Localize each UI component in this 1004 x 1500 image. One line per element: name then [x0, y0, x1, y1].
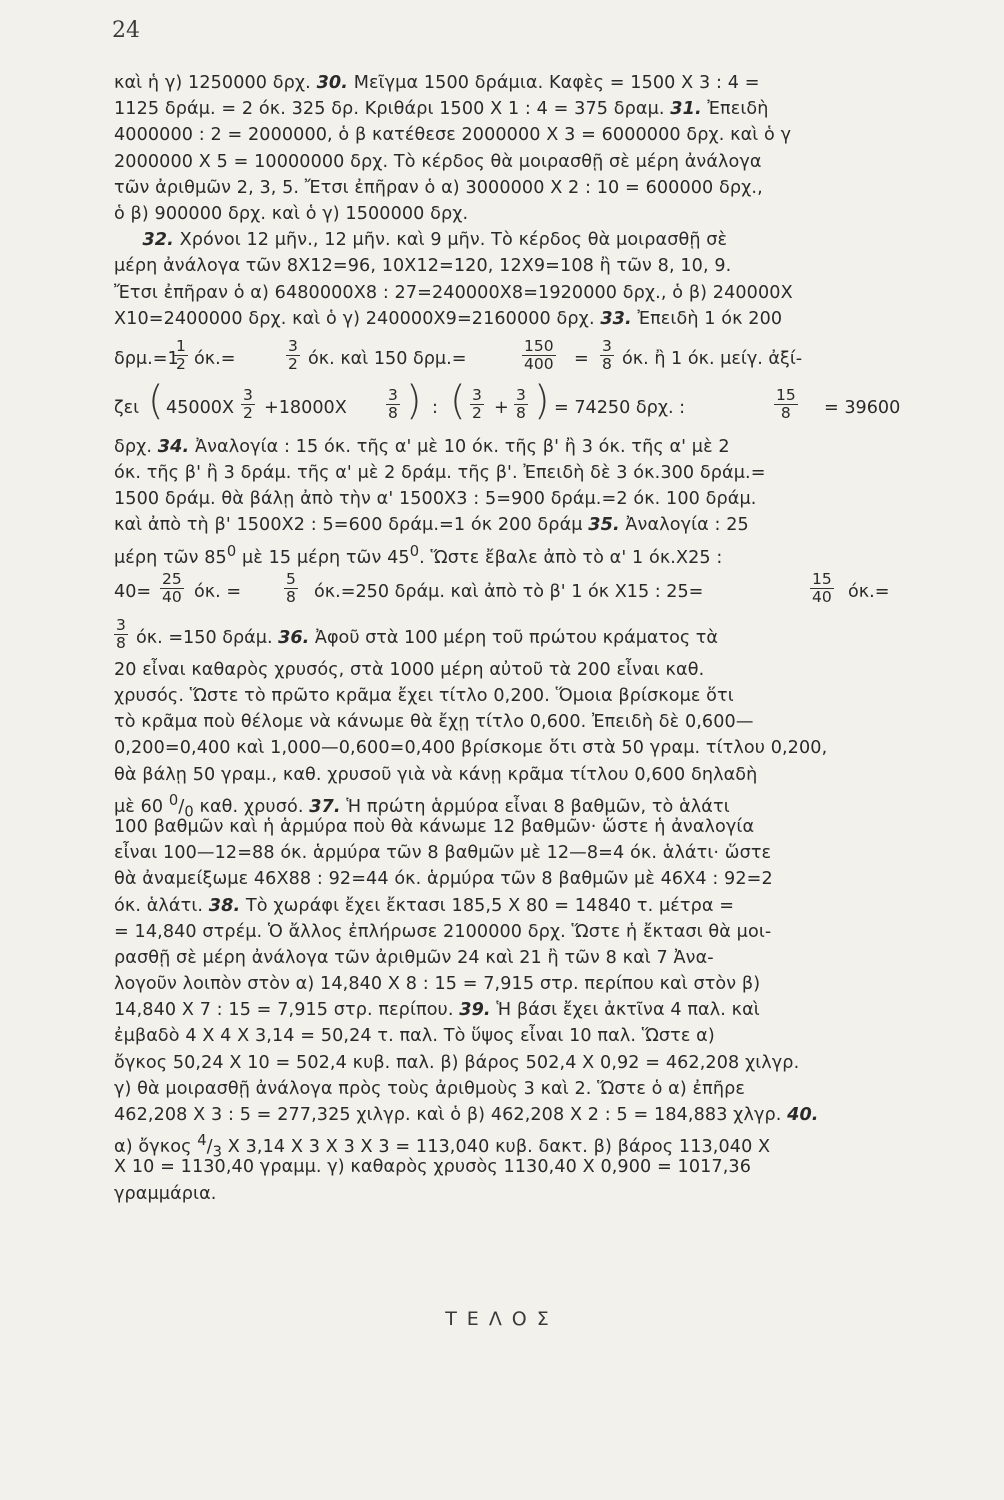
math-text: όκ. ἢ 1 όκ. μείγ. ἀξί- [622, 348, 803, 369]
math-text: ζει [114, 397, 140, 418]
text-line: όκ. τῆς β' ἢ 3 δράμ. τῆς α' μὲ 2 δράμ. τῆς β'. Ἐπειδὴ δὲ 3 όκ.300 δράμ.= [114, 463, 766, 484]
text-line: όκ. ἁλάτι. 38. Τὸ χωράφι ἔχει ἔκτασι 185,5 X 80 = 14840 τ. μέτρα = [114, 895, 735, 916]
fraction [514, 387, 528, 422]
text-line: 100 βαθμῶν καὶ ἡ ἁρμύρα ποὺ θὰ κάνωμε 12 βαθμῶν· ὥστε ἡ ἀναλογία [114, 816, 755, 837]
numerator: 1 [176, 336, 186, 355]
text-line: λογοῦν λοιπὸν στὸν α) 14,840 X 8 : 15 = 7,915 στρ. περίπου καὶ στὸν β) [114, 974, 761, 995]
math-text: + [494, 397, 509, 418]
text-line: 14,840 X 7 : 15 = 7,915 στρ. περίπου. 39. Ἡ βάσι ἔχει ἀκτῖνα 4 παλ. καὶ [114, 1000, 760, 1021]
fraction [174, 338, 188, 373]
text-line: = 14,840 στρέμ. Ὁ ἄλλος ἐπλήρωσε 2100000 δρχ. Ὥστε ἡ ἔκτασι θὰ μοι- [114, 921, 772, 942]
text-line: δρχ. 34. Ἀναλογία : 15 όκ. τῆς α' μὲ 10 όκ. τῆς β' ἢ 3 όκ. τῆς α' μὲ 2 [114, 436, 730, 457]
text-block-2 [114, 434, 914, 568]
denominator: 2 [288, 354, 298, 373]
denominator: 8 [602, 354, 612, 373]
text-line: εἶναι 100—12=88 όκ. ἁρμύρα τῶν 8 βαθμῶν μὲ 12—8=4 όκ. ἁλάτι· ὥστε [114, 843, 772, 864]
numerator: 3 [116, 615, 126, 634]
right-paren: ) [406, 377, 422, 424]
math-text: όκ.= [194, 348, 236, 369]
numerator: 3 [516, 385, 526, 404]
math-text: +18000X [264, 397, 347, 418]
text-line: 2000000 X 5 = 10000000 δρχ. Τὸ κέρδος θὰ μοιρασθῇ σὲ μέρη ἀνάλογα [114, 151, 762, 172]
text-line: Ἔτσι ἐπῆραν ὁ α) 6480000X8 : 27=240000X8=1920000 δρχ., ὁ β) 240000X [114, 282, 793, 303]
fraction [810, 571, 834, 606]
math-text: όκ.=250 δράμ. καὶ ἀπὸ τὸ β' 1 όκ X15 : 25= [314, 581, 704, 602]
text-line: X 10 = 1130,40 γραμμ. γ) καθαρὸς χρυσὸς 1130,40 X 0,900 = 1017,36 [114, 1157, 751, 1178]
text-line: μέρη ἀνάλογα τῶν 8X12=96, 10X12=120, 12X9=108 ἢ τῶν 8, 10, 9. [114, 256, 732, 277]
text-line: 20 εἶναι καθαρὸς χρυσός, στὰ 1000 μέρη αὐτοῦ τὰ 200 εἶναι καθ. [114, 659, 705, 680]
math-line-4 [114, 611, 914, 657]
math-text: όκ. καὶ 150 δρμ.= [308, 348, 467, 369]
text-line: τὸ κρᾶμα ποὺ θέλομε νὰ κάνωμε θὰ ἔχῃ τίτλο 0,600. Ἐπειδὴ δὲ 0,600— [114, 712, 754, 733]
fraction [284, 571, 298, 606]
fraction [522, 338, 556, 373]
numerator: 25 [162, 569, 182, 588]
denominator: 2 [472, 403, 482, 422]
numerator: 3 [288, 336, 298, 355]
text-line: θὰ ἀναμείξωμε 46X88 : 92=44 όκ. ἁρμύρα τῶν 8 βαθμῶν μὲ 46X4 : 92=2 [114, 869, 773, 890]
math-text: δρμ.=1 [114, 348, 179, 369]
math-line-2 [114, 378, 914, 434]
text-line: χρυσός. Ὥστε τὸ πρῶτο κρᾶμα ἔχει τίτλο 0,200. Ὅμοια βρίσκομε ὅτι [114, 686, 734, 706]
math-text: όκ. =150 δράμ. 36. Ἀφοῦ στὰ 100 μέρη τοῦ πρώτου κράματος τὰ [136, 627, 718, 648]
text-line: τῶν ἀριθμῶν 2, 3, 5. Ἔτσι ἐπῆραν ὁ α) 3000000 X 2 : 10 = 600000 δρχ., [114, 177, 763, 198]
denominator: 2 [176, 354, 186, 373]
numerator: 3 [243, 385, 253, 404]
right-paren: ) [534, 377, 550, 424]
text-line: θὰ βάλῃ 50 γραμ., καθ. χρυσοῦ γιὰ νὰ κάνῃ κρᾶμα τίτλου 0,600 δηλαδὴ [114, 764, 758, 785]
denominator: 40 [162, 587, 182, 606]
text-line: καὶ ἀπὸ τὴ β' 1500X2 : 5=600 δράμ.=1 όκ 200 δράμ 35. Ἀναλογία : 25 [114, 515, 749, 536]
left-paren: ( [148, 377, 164, 424]
math-text: : [432, 397, 438, 418]
numerator: 15 [776, 385, 796, 404]
denominator: 8 [116, 633, 126, 652]
math-text: 40= [114, 581, 152, 602]
fraction [114, 617, 128, 652]
denominator: 8 [286, 587, 296, 606]
text-line: 1125 δράμ. = 2 όκ. 325 δρ. Κριθάρι 1500 X 1 : 4 = 375 δραμ. 31. Ἐπειδὴ [114, 99, 769, 120]
page-number: 24 [112, 18, 140, 43]
math-text: 45000X [166, 397, 235, 418]
text-line: ἐμβαδὸ 4 X 4 X 3,14 = 50,24 τ. παλ. Τὸ ὕψος εἶναι 10 παλ. Ὥστε α) [114, 1026, 715, 1047]
numerator: 150 [524, 336, 554, 355]
text-line: ὄγκος 50,24 X 10 = 502,4 κυβ. παλ. β) βάρος 502,4 X 0,92 = 462,208 χιλγρ. [114, 1052, 800, 1073]
fraction [774, 387, 798, 422]
text-line: μὲ 60 $^0/_0$ καθ. χρυσό. 37. Ἡ πρώτη ἁρμύρα εἶναι 8 βαθμῶν, τὸ ἁλάτι [114, 791, 730, 821]
denominator: 40 [812, 587, 832, 606]
text-block-1 [114, 70, 914, 332]
denominator: 2 [243, 403, 253, 422]
text-line: 0,200=0,400 καὶ 1,000—0,600=0,400 βρίσκομε ὅτι στὰ 50 γραμ. τίτλου 0,200, [114, 738, 828, 759]
fraction [386, 387, 400, 422]
text-line: καὶ ἡ γ) 1250000 δρχ. 30. Μεῖγμα 1500 δράμια. Καφὲς = 1500 X 3 : 4 = [114, 73, 760, 93]
math-text: = 74250 δρχ. : [554, 397, 686, 418]
denominator: 8 [516, 403, 526, 422]
fraction [600, 338, 614, 373]
denominator: 400 [524, 354, 554, 373]
text-line: μέρη τῶν $85^0$ μὲ 15 μέρη τῶν $45^0$. Ὥστε ἔβαλε ἀπὸ τὸ α' 1 όκ.X25 : [114, 542, 723, 568]
text-line: α) ὄγκος $^4/_3$ X 3,14 X 3 X 3 X 3 = 113,040 κυβ. δακτ. β) βάρος 113,040 X [114, 1132, 771, 1161]
numerator: 3 [472, 385, 482, 404]
fraction [241, 387, 255, 422]
denominator: 8 [780, 403, 791, 422]
text-line: 4000000 : 2 = 2000000, ὁ β κατέθεσε 2000000 X 3 = 6000000 δρχ. καὶ ὁ γ [114, 125, 792, 146]
math-text: = 39600 [824, 397, 901, 418]
text-line: ρασθῇ σὲ μέρη ἀνάλογα τῶν ἀριθμῶν 24 καὶ 21 ἢ τῶν 8 καὶ 7 Ἀνα- [114, 947, 714, 968]
math-text: = [574, 348, 589, 369]
math-text: όκ.= [848, 581, 890, 602]
math-text: όκ. = [194, 581, 242, 602]
text-line: 462,208 X 3 : 5 = 277,325 χιλγρ. καὶ ὁ β) 462,208 X 2 : 5 = 184,883 χλγρ. 40. [114, 1105, 819, 1125]
text-line: X10=2400000 δρχ. καὶ ὁ γ) 240000X9=2160000 δρχ. 33. Ἐπειδὴ 1 όκ 200 [114, 308, 783, 329]
text-line: γ) θὰ μοιρασθῇ ἀνάλογα πρὸς τοὺς ἀριθμοὺς 3 καὶ 2. Ὥστε ὁ α) ἐπῆρε [114, 1078, 745, 1099]
text-line: ὁ β) 900000 δρχ. καὶ ὁ γ) 1500000 δρχ. [114, 203, 469, 224]
fraction [470, 387, 484, 422]
numerator: 15 [812, 569, 832, 588]
numerator: 3 [602, 336, 612, 355]
text-block-3 [114, 657, 914, 1207]
body-text [114, 70, 914, 1207]
numerator: 3 [388, 385, 398, 404]
left-paren: ( [450, 377, 466, 424]
text-line: γραμμάρια. [114, 1183, 217, 1204]
text-line: 32. Χρόνοι 12 μῆν., 12 μῆν. καὶ 9 μῆν. Τὸ κέρδος θὰ μοιρασθῇ σὲ [142, 230, 728, 251]
text-line: 1500 δράμ. θὰ βάλῃ ἀπὸ τὴν α' 1500X3 : 5=900 δράμ.=2 όκ. 100 δράμ. [114, 489, 757, 510]
math-line-1 [114, 332, 914, 378]
math-line-3 [114, 565, 914, 611]
denominator: 8 [388, 403, 398, 422]
fraction [160, 571, 184, 606]
fraction [286, 338, 300, 373]
numerator: 5 [286, 569, 296, 588]
end-title: ΤΕΛΟΣ [445, 1308, 559, 1330]
